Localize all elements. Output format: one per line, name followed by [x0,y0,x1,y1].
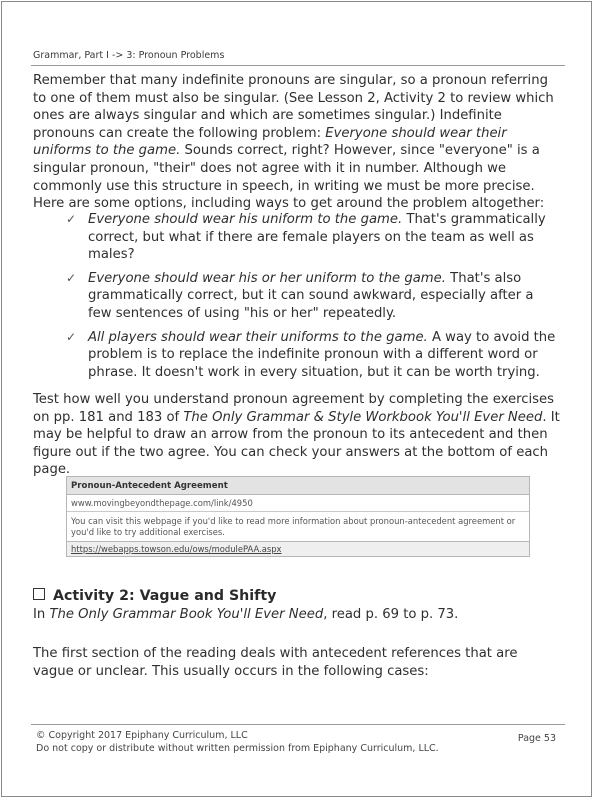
reading-text-b: , read p. 69 to p. 73. [323,607,459,622]
resource-url[interactable]: https://webapps.towson.edu/ows/modulePAA.aspx [67,542,529,556]
test-text-a: Test how well you understand pronoun agreement by completing the exercises on pp. 181 and 183 of [33,392,555,425]
activity-title: Activity 2: Vague and Shifty [53,588,277,604]
option-text: That's grammatically correct, but what if there are female players on the team as well as males? [88,212,546,263]
option-item [66,211,556,264]
resource-box [66,476,530,557]
option-text: That's also grammatically correct, but it can sound awkward, especially after a few sentences of using "his or her" repeatedly. [88,270,534,321]
footer-notice: Do not copy or distribute without written permission from Epiphany Curriculum, LLC. [36,743,439,754]
test-text-b: . It may be helpful to draw an arrow from the pronoun to its antecedent and then figure out if the two agree. You can check your answers at the bottom of each page. [33,409,560,478]
option-example: Everyone should wear his uniform to the game. [88,212,403,227]
footer-divider [31,724,565,725]
checkmark-icon: ✓ [66,329,77,344]
option-item [66,329,556,382]
header-divider [31,65,565,66]
intro-text-a: Remember that many indefinite pronouns are singular, so a pronoun referring to one of them must also be singular. (See Lesson 2, Activity 2 to review which ones are always singular and which are sometimes singular.) Indefinite pronouns can create the following problem: [33,73,554,141]
intro-paragraph [33,72,561,213]
option-example: All players should wear their uniforms to the game. [88,329,428,345]
options-list [66,211,556,387]
footer-copyright: © Copyright 2017 Epiphany Curriculum, LLC [36,730,248,741]
page-number: Page 53 [517,733,556,744]
intro-text-b: Sounds correct, right? However, since "everyone" is a singular pronoun, "their" does not agree with it in number. Although we commonly use this structure in speech, in writing we must be more precise. Here are some options, including ways to get around the problem altogether: [33,143,545,212]
resource-description: You can visit this webpage if you'd like to read more information about pronoun-antecedent agreement or you'd like to try additional exercises. [67,512,529,542]
activity-heading [33,588,276,604]
reading-book-title: The Only Grammar Book You'll Ever Need [49,607,324,622]
checkbox-icon[interactable] [33,588,45,600]
checkmark-icon: ✓ [66,212,77,226]
checkmark-icon: ✓ [66,270,77,285]
reading-text-a: In [33,607,50,622]
test-paragraph [33,391,561,479]
first-section-paragraph: The first section of the reading deals with antecedent references that are vague or unclear. This usually occurs in the following cases: [33,646,518,679]
intro-example: Everyone should wear their uniforms to the game. [33,125,507,159]
option-text: A way to avoid the problem is to replace the indefinite pronoun with a different word or phrase. It doesn't work in every situation, but it can be worth trying. [88,329,556,380]
workbook-title: The Only Grammar & Style Workbook You'll Ever Need [183,409,543,425]
reading-assignment [33,606,561,624]
breadcrumb: Grammar, Part I -> 3: Pronoun Problems [33,50,225,61]
option-example: Everyone should wear his or her uniform to the game. [88,270,446,286]
option-item [66,270,556,323]
resource-link[interactable]: www.movingbeyondthepage.com/link/4950 [67,495,529,512]
resource-title: Pronoun-Antecedent Agreement [67,477,529,495]
